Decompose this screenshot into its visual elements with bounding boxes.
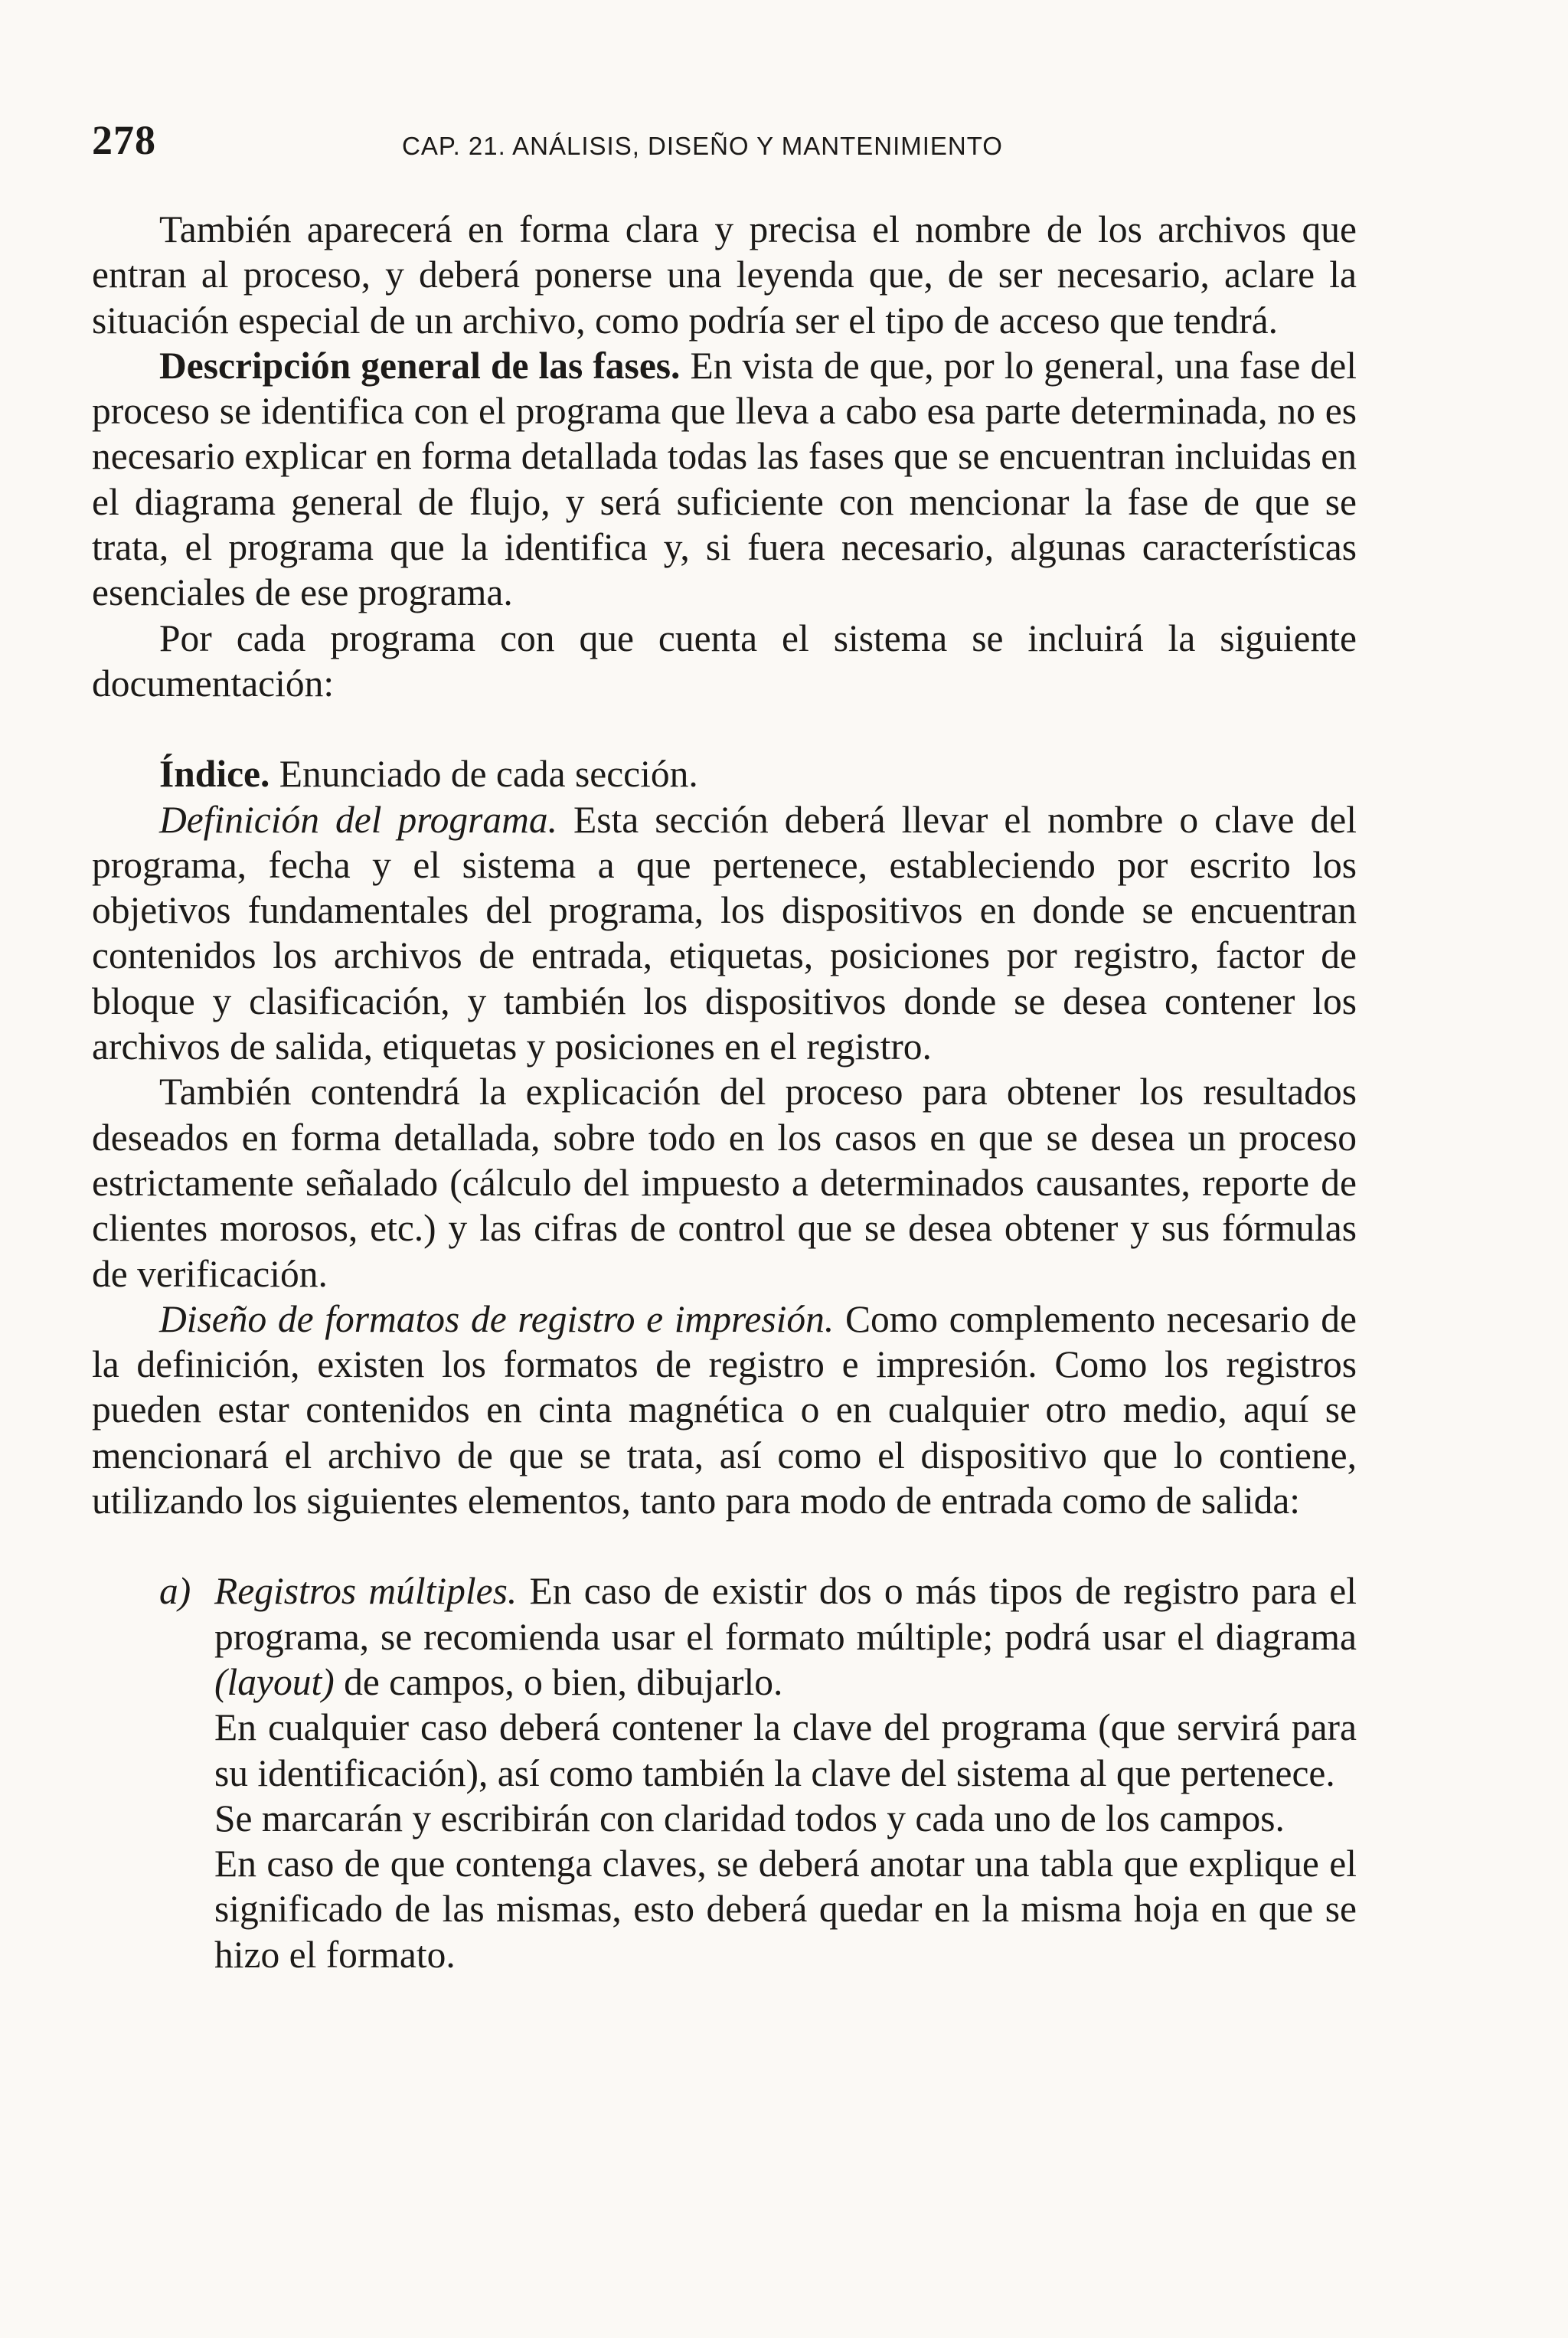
paragraph-text: En vista de que, por lo general, una fase del proceso se identifica con el programa que lleva a cabo esa parte determinada, no es necesario explicar en forma detallada todas las fases que se encuentran incluidas en el diagrama general de flujo, y será suficiente con mencionar la fase de que se trata, el programa que la identifica y, si fuera necesario, algunas características esenciales de ese programa. [92, 344, 1357, 614]
section-heading-program-definition: Definición del programa. [159, 798, 558, 841]
paragraph-text: Esta sección deberá llevar el nombre o clave del programa, fecha y el sistema a que pertenece, estableciendo por escrito los objetivos fundamentales del programa, los dispositivos en donde se encuentran contenidos los archivos de entrada, etiquetas, posiciones por registro, factor de bloque y clasificación, y también los dispositivos donde se desea contener los archivos de salida, etiquetas y posiciones en el registro. [92, 798, 1357, 1068]
paragraph-phases [92, 343, 1357, 616]
paragraph-text: Enunciado de cada sección. [270, 753, 698, 796]
paragraph-spacer [92, 1523, 1357, 1568]
section-heading-phases: Descripción general de las fases. [159, 344, 681, 387]
running-head [92, 115, 1363, 176]
chapter-title: CAP. 21. ANÁLISIS, DISEÑO Y MANTENIMIENTO [402, 132, 1003, 160]
paragraph-files [92, 207, 1357, 343]
list-item-paragraph [214, 1705, 1357, 1796]
body-text [92, 207, 1357, 1977]
paragraph-text: También contendrá la explicación del proceso para obtener los resultados deseados en forma detallada, sobre todo en los casos en que se desea un proceso estrictamente señalado (cálculo del impuesto a determinados causantes, reporte de clientes morosos, etc.) y las cifras de control que se desea obtener y sus fórmulas de verificación. [92, 1071, 1357, 1295]
list-item-paragraph [214, 1568, 1357, 1705]
paragraph-text: También aparecerá en forma clara y precisa el nombre de los archivos que entran al proceso, y deberá ponerse una leyenda que, de ser necesario, aclare la situación especial de un archivo, como podría ser el tipo de acceso que tendrá. [92, 208, 1357, 342]
list-item-text: En caso de que contenga claves, se deberá anotar una tabla que explique el significado de las mismas, esto deberá quedar en la misma hoja en que se hizo el formato. [214, 1843, 1357, 1976]
page-number: 278 [92, 117, 156, 163]
list-item-paragraph [214, 1796, 1357, 1841]
list-item-text: En cualquier caso deberá contener la clave del programa (que servirá para su identificación), así como también la clave del sistema al que pertenece. [214, 1706, 1357, 1794]
list-item-paragraph [214, 1841, 1357, 1977]
paragraph-text: Por cada programa con que cuenta el sistema se incluirá la siguiente documentación: [92, 616, 1357, 705]
list-marker: a) [159, 1570, 191, 1613]
paragraph-program-definition [92, 797, 1357, 1070]
paragraph-documentation [92, 616, 1357, 707]
paragraph-index [92, 751, 1357, 796]
list-item-text: Se marcarán y escribirán con claridad todos y cada uno de los campos. [214, 1797, 1285, 1839]
paragraph-spacer [92, 706, 1357, 751]
list-item-layout-term: (layout) [214, 1660, 335, 1703]
section-heading-index: Índice. [159, 753, 270, 796]
list-item-text: de campos, o bien, dibujarlo. [334, 1660, 783, 1703]
paragraph-record-formats [92, 1297, 1357, 1523]
section-heading-record-formats: Diseño de formatos de registro e impresión. [159, 1297, 835, 1340]
list-item-heading: Registros múltiples. [214, 1570, 518, 1613]
list-item [92, 1568, 1357, 1977]
list-item-text: En caso de existir dos o más tipos de registro para el programa, se recomienda usar el formato múltiple; podrá usar el diagrama [214, 1570, 1357, 1658]
paragraph-text: Como complemento necesario de la definición, existen los formatos de registro e impresión. Como los registros pueden estar contenidos en cinta magnética o en cualquier otro medio, aquí se mencionará el archivo de que se trata, así como el dispositivo que lo contiene, utilizando los siguientes elementos, tanto para modo de entrada como de salida: [92, 1297, 1357, 1522]
paragraph-process-explanation [92, 1069, 1357, 1296]
